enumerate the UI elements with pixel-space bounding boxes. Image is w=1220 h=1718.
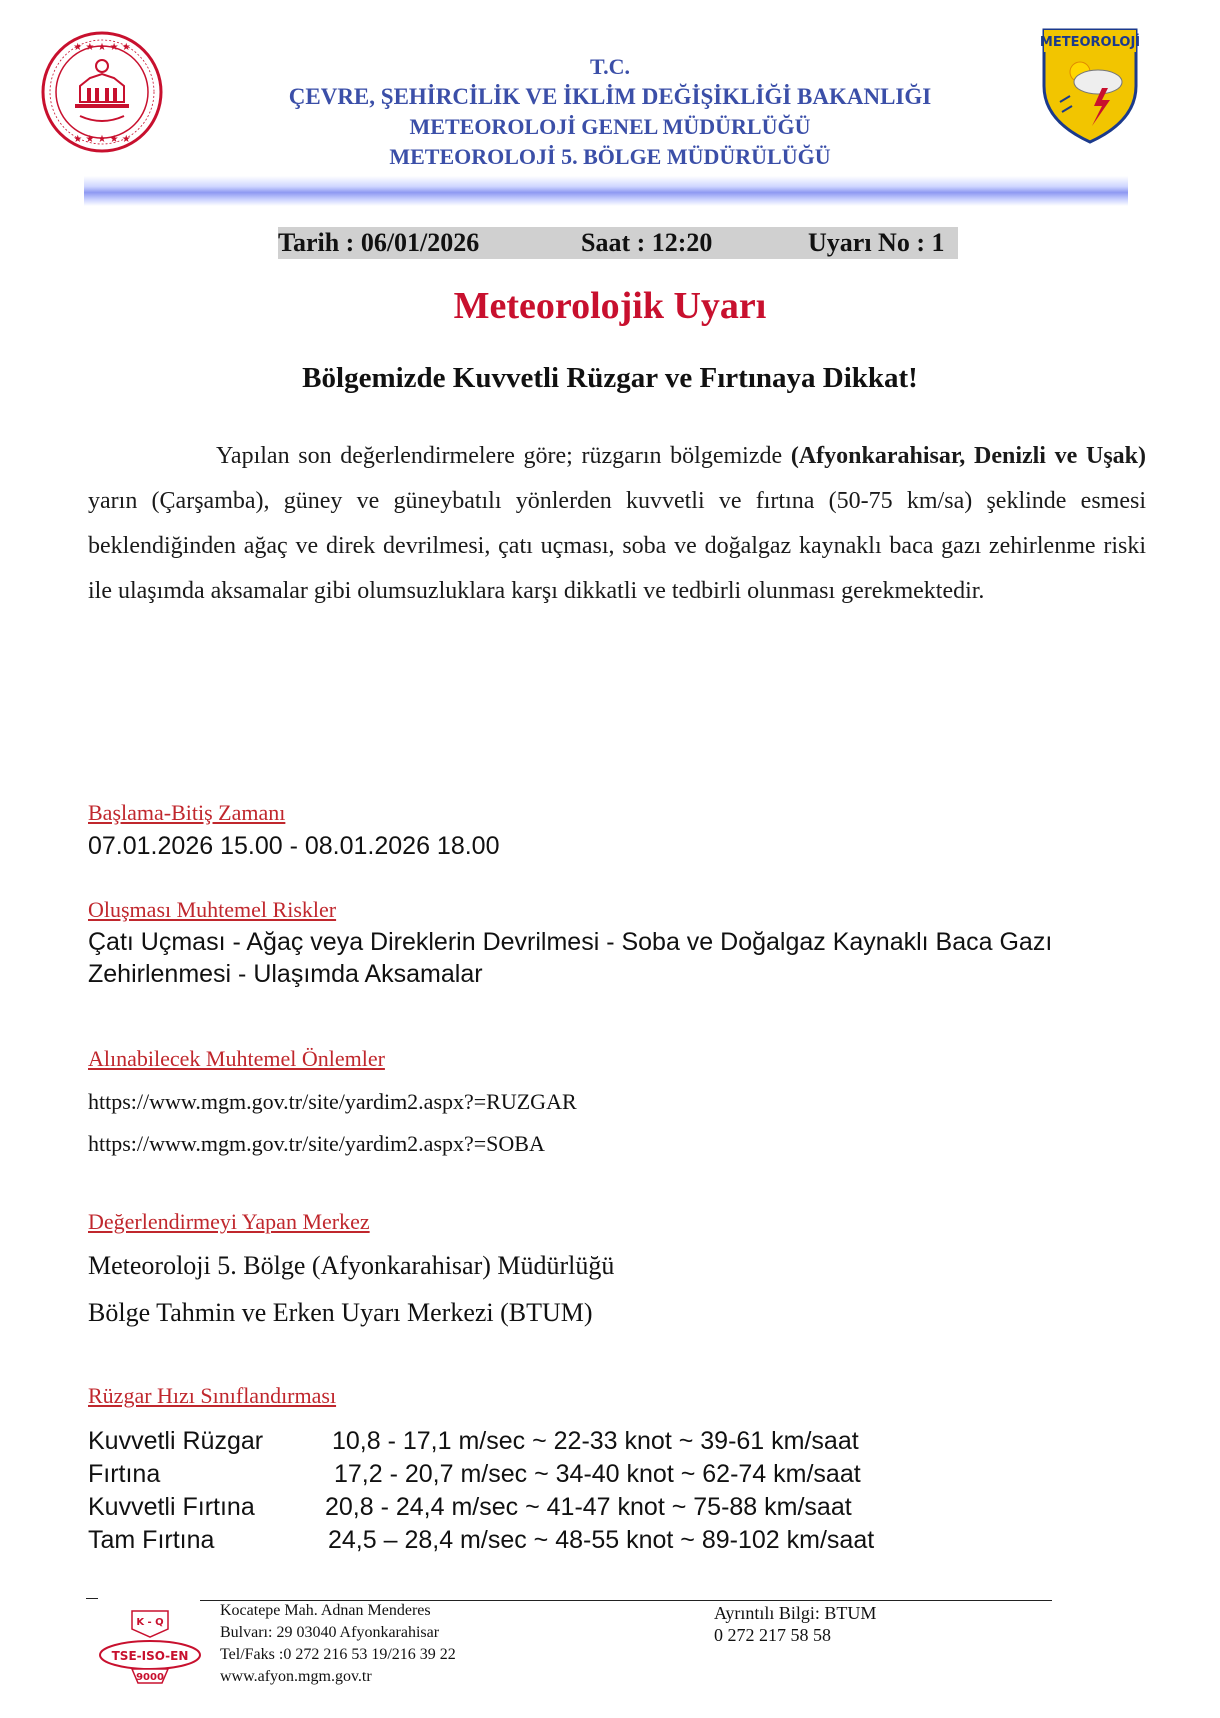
tse-top-text: K - Q (136, 1617, 164, 1628)
footer-address-line-2: Bulvarı: 29 03040 Afyonkarahisar (220, 1624, 440, 1641)
footer-address (220, 1600, 456, 1688)
logo-label: METEOROLOJİ (1040, 35, 1140, 50)
measures-heading: Alınabilecek Muhtemel Önlemler (88, 1046, 385, 1071)
header-divider-band (84, 176, 1128, 206)
header-general-directorate: METEOROLOJİ GENEL MÜDÜRLÜĞÜ (409, 114, 811, 139)
meta-time: Saat : 12:20 (581, 228, 713, 257)
meteoroloji-shield-logo (1040, 26, 1140, 146)
center-heading: Değerlendirmeyi Yapan Merkez (88, 1209, 370, 1234)
period-heading: Başlama-Bitiş Zamanı (88, 800, 286, 825)
header-regional-directorate: METEOROLOJİ 5. BÖLGE MÜDÜRÜLÜĞÜ (389, 144, 831, 169)
warning-subtitle: Bölgemizde Kuvvetli Rüzgar ve Fırtınaya Dikkat! (302, 362, 918, 394)
wind-row-value: 10,8 - 17,1 m/sec ~ 22-33 knot ~ 39-61 km/saat (332, 1427, 859, 1455)
footer-dash (86, 1598, 98, 1599)
footer-info (714, 1602, 876, 1646)
footer-info-phone: 0 272 217 58 58 (714, 1625, 831, 1645)
header-tc: T.C. (590, 54, 630, 79)
wind-row-name: Tam Fırtına (88, 1526, 215, 1554)
wind-row-name: Kuvvetli Rüzgar (88, 1427, 264, 1455)
measures-link-ruzgar[interactable]: https://www.mgm.gov.tr/site/yardim2.aspx?=RUZGAR (88, 1089, 577, 1114)
header-ministry: ÇEVRE, ŞEHİRCİLİK VE İKLİM DEĞİŞİKLİĞİ BAKANLIĞI (288, 84, 932, 109)
meta-date: Tarih : 06/01/2026 (278, 228, 480, 257)
meta-warning-no: Uyarı No : 1 (808, 228, 945, 257)
risks-heading: Oluşması Muhtemel Riskler (88, 897, 337, 922)
tse-mid-text: TSE-ISO-EN (111, 1649, 189, 1663)
document-header (0, 52, 1220, 172)
center-line-2: Bölge Tahmin ve Erken Uyarı Merkezi (BTUM) (88, 1298, 593, 1327)
tse-bottom-text: 9000 (136, 1672, 164, 1683)
risks-value: Çatı Uçması - Ağaç veya Direklerin Devrilmesi - Soba ve Doğalgaz Kaynaklı Baca Gazı Zehirlenmesi - Ulaşımda Aksamalar (88, 928, 1053, 988)
meta-bar (278, 227, 958, 259)
wind-row-value: 20,8 - 24,4 m/sec ~ 41-47 knot ~ 75-88 km/saat (325, 1493, 852, 1521)
paragraph-regions: (Afyonkarahisar, Denizli ve Uşak) (790, 443, 1147, 469)
wind-row-value: 24,5 – 28,4 m/sec ~ 48-55 knot ~ 89-102 km/saat (328, 1526, 875, 1554)
wind-row-name: Fırtına (88, 1460, 161, 1488)
footer-web[interactable]: www.afyon.mgm.gov.tr (220, 1668, 372, 1685)
wind-row-name: Kuvvetli Fırtına (88, 1493, 255, 1521)
wind-heading: Rüzgar Hızı Sınıflandırması (88, 1383, 337, 1408)
warning-paragraph (88, 434, 1146, 614)
svg-text:★ ★ ★ ★ ★: ★ ★ ★ ★ ★ (73, 134, 131, 145)
wind-row-value: 17,2 - 20,7 m/sec ~ 34-40 knot ~ 62-74 km/saat (334, 1460, 861, 1488)
svg-text:★ ★ ★ ★ ★: ★ ★ ★ ★ ★ (73, 42, 131, 53)
warning-title: Meteorolojik Uyarı (453, 285, 767, 327)
period-value: 07.01.2026 15.00 - 08.01.2026 18.00 (88, 832, 500, 860)
paragraph-text-1: Yapılan son değerlendirmelere göre; rüzgarın bölgemizde (216, 443, 791, 469)
measures-link-soba[interactable]: https://www.mgm.gov.tr/site/yardim2.aspx?=SOBA (88, 1131, 545, 1156)
center-line-1: Meteoroloji 5. Bölge (Afyonkarahisar) Müdürlüğü (88, 1251, 615, 1280)
footer-address-line-1: Kocatepe Mah. Adnan Menderes (220, 1602, 431, 1619)
footer-tel: Tel/Faks :0 272 216 53 19/216 39 22 (220, 1646, 456, 1663)
tse-certification-logo (98, 1607, 202, 1687)
footer-info-label: Ayrıntılı Bilgi: BTUM (714, 1603, 877, 1623)
paragraph-text-2: yarın (Çarşamba), güney ve güneybatılı yönlerden kuvvetli ve fırtına (50-75 km/sa) şeklinde esmesi beklendiğinden ağaç ve direk devrilmesi, çatı uçması, soba ve doğalgaz kaynaklı baca gazı zehirlenme riski ile ulaşımda aksamalar gibi olumsuzluklara karşı dikkatli ve tedbirli olunması gerekmektedir. (88, 488, 1146, 604)
